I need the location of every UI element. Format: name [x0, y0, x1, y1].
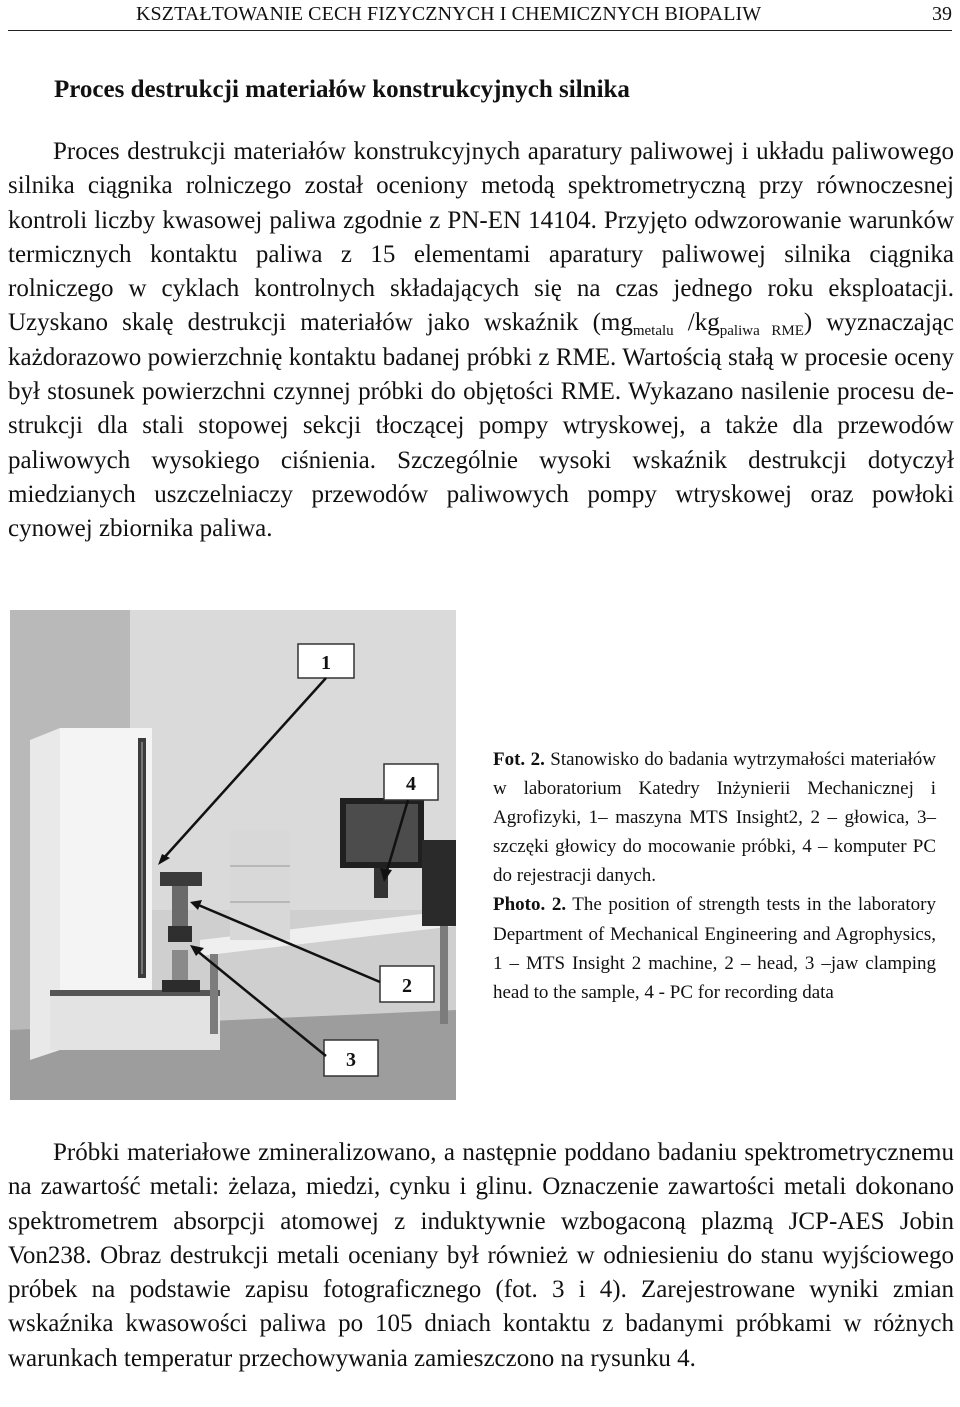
photo-label-1: 1: [321, 652, 331, 674]
body-paragraph-1: [8, 135, 954, 547]
section-title: Proces destrukcji materiałów konstrukcyjnych silnika: [54, 76, 630, 103]
paragraph-1-part-a: Proces destrukcji materiałów konstrukcyjnych aparatury paliwowej i układu paliwowego silnika ciągnika rolniczego został oceniony metodą spektrometryczną przy równoczesnej kontroli liczby kwasowej paliwa zgodnie z PN-EN 14104. Przyjęto odwzorowanie warunków termicznych kontaktu paliwa z 15 elementami aparatury paliwowej silnika ciągnika rolniczego w cyklach kontrolnych składających się na czas jednego roku eksploatacji. Uzyskano skalę destrukcji materiałów jako wskaźnik (mg: [8, 138, 954, 337]
page-number: 39: [932, 3, 952, 25]
lab-photo: [10, 610, 456, 1100]
caption-pl-text: Stanowisko do badania wytrzymałości materiałów w laboratorium Katedry Inżynierii Mechanicznej i Agrofizyki, 1– maszyna MTS Insight2, 2 – głowica, 3– szczęki głowicy do mocowanie próbki, 4 – komputer PC do rejestracji danych.: [493, 749, 937, 887]
paragraph-1-part-b: /kg: [673, 309, 720, 337]
caption-english: [493, 890, 936, 1006]
subscript-metal: metalu: [632, 323, 674, 340]
caption-pl-label: Fot. 2.: [493, 749, 545, 770]
running-header: [8, 0, 952, 31]
photo-label-3: 3: [346, 1049, 356, 1071]
paragraph-1-part-c: ) wyznaczając każdorazowo powierzchnię kontaktu badanej próbki z RME. Wartością stałą w procesie oceny był stosunek powierzchni czynnej próbki do objętości RME. Wykazano nasilenie procesu destrukcji dla stali stopowej sekcji tłoczącej pompy wtryskowej, a także dla przewodów paliwowych wysokiego ciśnienia. Szczególnie wysoki wskaźnik destrukcji dotyczył miedzianych uszczelniaczy przewodów paliwowych pompy wtryskowej oraz powłoki cynowej zbiornika paliwa.: [8, 309, 954, 543]
photo-label-2: 2: [402, 975, 412, 997]
figure-caption: [493, 745, 936, 1007]
caption-polish: [493, 745, 936, 890]
body-paragraph-2: Próbki materiałowe zmineralizowano, a następnie poddano badaniu spektrometrycznemu na zawartość metali: żelaza, miedzi, cynku i glinu. Oznaczenie zawartości metali dokonano spektrometrem absorpcji atomowej z induktywnie wzbogaconą plazmą JCP-AES Jobin Von238. Obraz destrukcji metali oceniany był również w odniesieniu do stanu wyjściowego próbek na podstawie zapisu fotograficznego (fot. 3 i 4). Zarejestrowane wyniki zmian wskaźnika kwasowości paliwa po 105 dniach kontaktu z badanymi próbkami w różnych warunkach temperatur przechowywania zamieszczono na rysunku 4.: [8, 1139, 954, 1372]
caption-en-label: Photo. 2.: [493, 894, 567, 916]
photo-label-4: 4: [406, 773, 416, 795]
lab-photo-illustration: [10, 610, 456, 1100]
running-header-title: KSZTAŁTOWANIE CECH FIZYCZNYCH I CHEMICZNYCH BIOPALIW: [136, 3, 762, 25]
caption-en-text: The position of strength tests in the laboratory Department of Mechanical Engineering and Agrophysics, 1 – MTS Insight 2 machine, 2 – head, 3 –jaw clamping head to the sample, 4 - PC for recording data: [493, 894, 936, 1003]
subscript-fuel: paliwa RME: [719, 323, 804, 340]
